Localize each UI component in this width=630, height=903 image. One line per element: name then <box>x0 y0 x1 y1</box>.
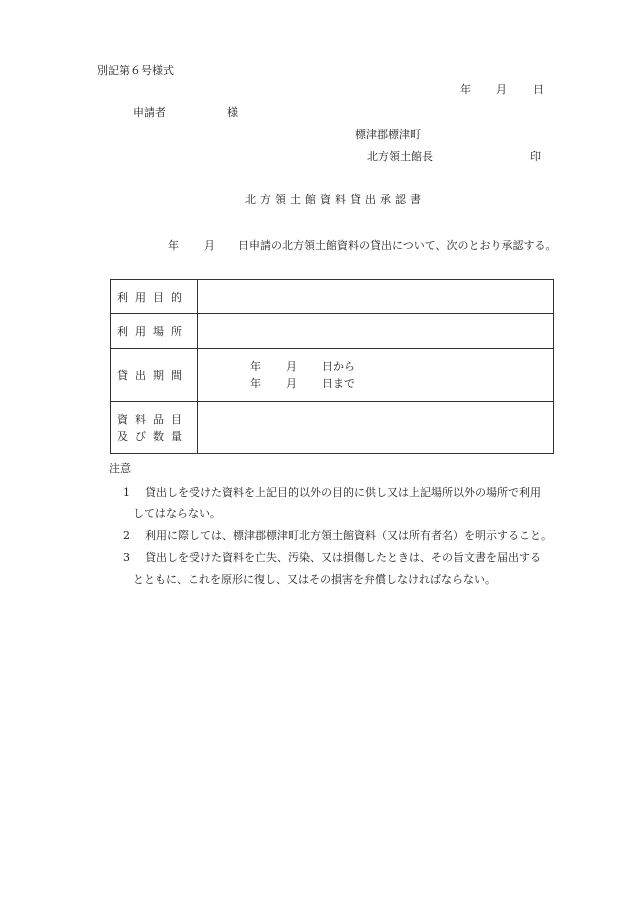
period-start-day: 日から <box>322 360 355 373</box>
note-3-line1: 貸出しを受けた資料を亡失、汚染、又は損傷したときは、その旨文書を届出する <box>145 551 541 564</box>
period-end-month: 月 <box>286 377 297 390</box>
note-3-line2: とともに、これを原形に復し、又はその損害を弁償しなければならない。 <box>133 573 496 586</box>
intro-month: 月 <box>204 239 215 252</box>
note-1-number: 1 <box>123 486 130 499</box>
location-label: 利用場所 <box>117 325 189 338</box>
issuer-seal: 印 <box>530 150 541 163</box>
issuer-address: 標津郡標津町 <box>355 128 421 141</box>
items-value <box>198 402 554 454</box>
applicant-honorific: 様 <box>227 106 238 119</box>
period-end-year: 年 <box>250 377 261 390</box>
note-2-line1: 利用に際しては、標津郡標津町北方領土館資料（又は所有者名）を明示すること。 <box>145 529 552 542</box>
label-cell <box>111 349 198 402</box>
label-cell <box>111 280 198 314</box>
intro-text: 日申請の北方領土館資料の貸出について、次のとおり承認する。 <box>238 239 557 252</box>
purpose-label: 利用目的 <box>117 290 189 304</box>
period-start-year: 年 <box>250 360 261 373</box>
note-1-line2: してはならない。 <box>133 507 221 520</box>
notes-heading: 注意 <box>109 462 131 475</box>
form-number: 別記第６号様式 <box>97 64 174 77</box>
period-value <box>198 349 554 402</box>
intro-year: 年 <box>168 239 179 252</box>
loan-approval-table <box>110 279 554 454</box>
issuer-title: 北方領土館長 <box>367 150 433 163</box>
note-1-line1: 貸出しを受けた資料を上記目的以外の目的に供し又は上記場所以外の場所で利用 <box>145 486 541 499</box>
location-value <box>198 314 554 349</box>
period-end-day: 日まで <box>322 377 355 390</box>
table-row-period <box>111 349 554 402</box>
label-cell <box>111 402 198 454</box>
document-title: 北方領土館資料貸出承認書 <box>245 193 425 206</box>
label-cell <box>111 314 198 349</box>
table-row-purpose <box>111 280 554 314</box>
items-label-line1: 資料品目 <box>117 412 189 426</box>
date-month: 月 <box>496 83 507 96</box>
period-start-line <box>250 358 553 375</box>
date-day: 日 <box>533 83 544 96</box>
period-start-month: 月 <box>286 360 297 373</box>
date-year: 年 <box>460 83 471 96</box>
items-label-line2: 及び数量 <box>117 429 189 443</box>
table-row-items <box>111 402 554 454</box>
period-end-line <box>250 375 553 392</box>
note-3-number: 3 <box>123 551 130 564</box>
period-label: 貸出期間 <box>117 369 189 382</box>
purpose-value <box>198 280 554 314</box>
applicant-label: 申請者 <box>133 106 166 119</box>
note-2-number: 2 <box>123 529 130 542</box>
table-row-location <box>111 314 554 349</box>
